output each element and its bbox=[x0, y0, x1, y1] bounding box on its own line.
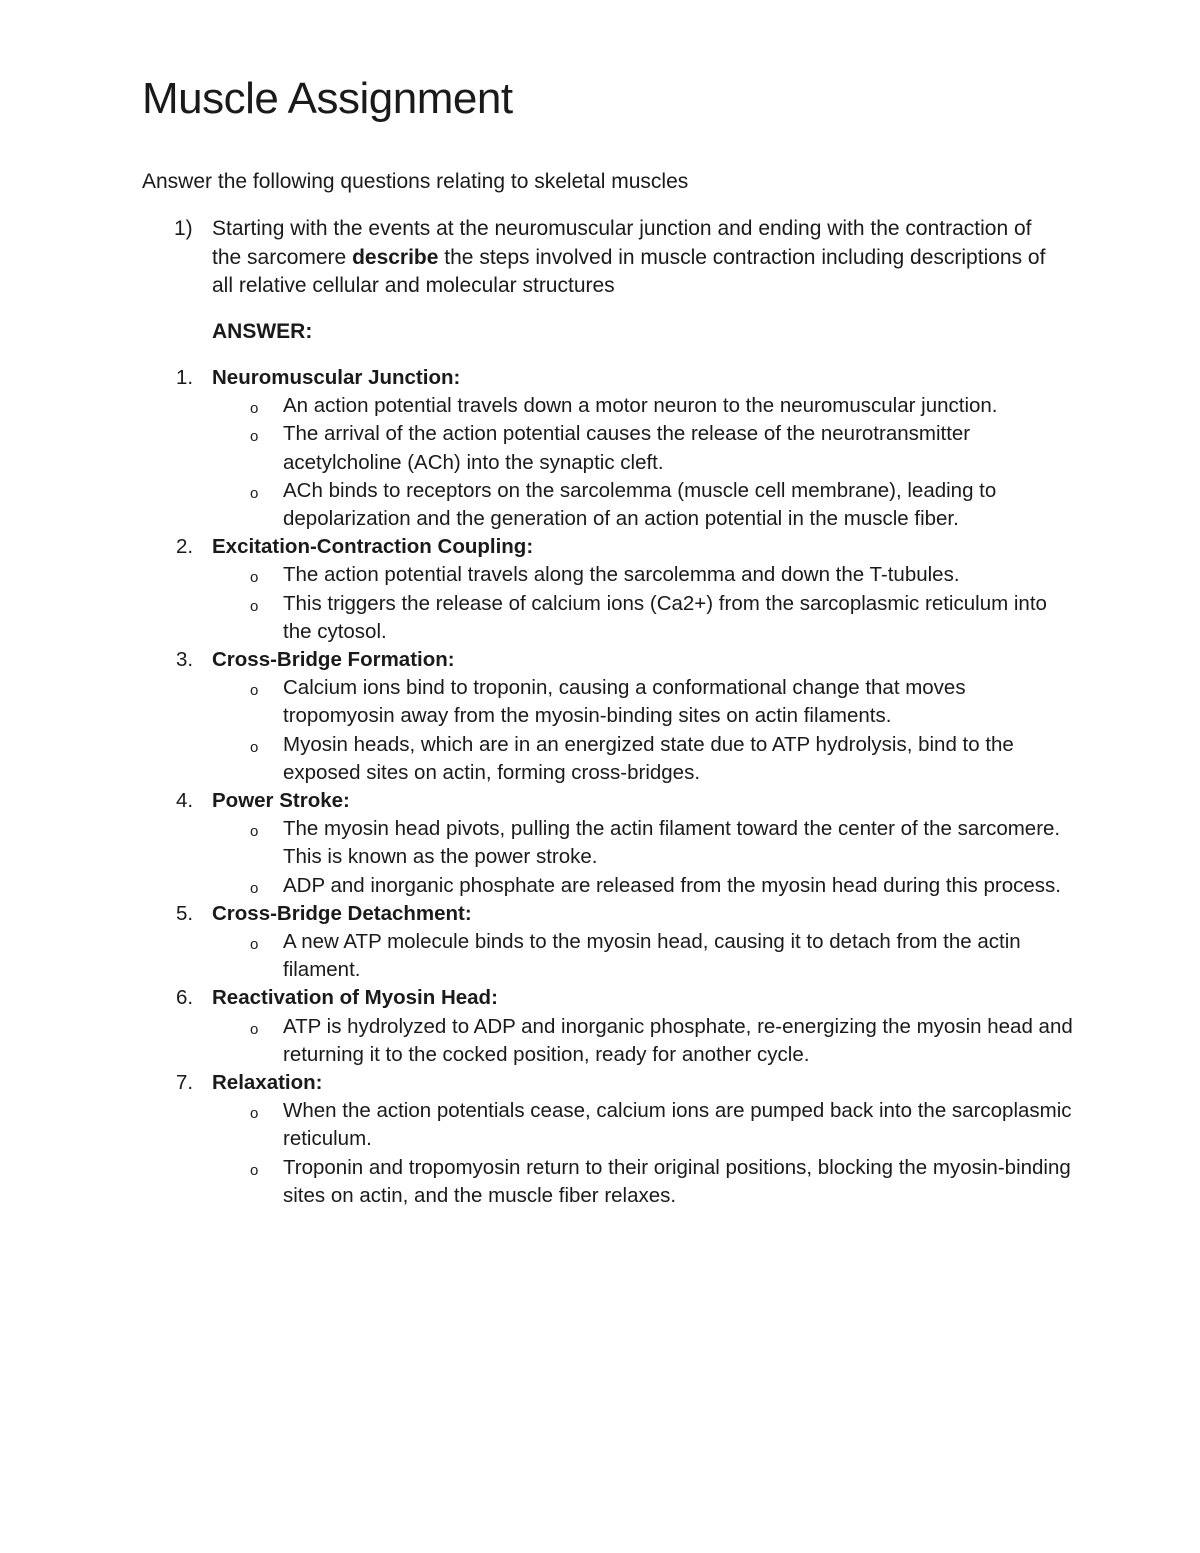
answer-steps-list bbox=[176, 364, 1076, 1210]
bullet-circle-icon: o bbox=[250, 569, 259, 587]
bullet-circle-icon: o bbox=[250, 400, 259, 418]
step-title: Neuromuscular Junction: bbox=[212, 366, 461, 389]
bullet-text: Calcium ions bind to troponin, causing a conformational change that moves tropomyosin away from the myosin-binding sites on actin filaments. bbox=[283, 676, 966, 728]
bullet-text: Troponin and tropomyosin return to their original positions, blocking the myosin-binding sites on actin, and the muscle fiber relaxes. bbox=[283, 1155, 1071, 1207]
bullet-circle-icon: o bbox=[250, 1105, 259, 1123]
bullet-circle-icon: o bbox=[250, 682, 259, 700]
answer-step bbox=[176, 787, 1076, 900]
step-bullets bbox=[212, 392, 1076, 533]
bullet-item bbox=[212, 731, 1076, 787]
question-1 bbox=[174, 215, 1054, 301]
answer-step bbox=[176, 984, 1076, 1069]
answer-label: ANSWER: bbox=[212, 320, 313, 343]
bullet-item bbox=[212, 1154, 1076, 1210]
bullet-text: When the action potentials cease, calcium ions are pumped back into the sarcoplasmic reticulum. bbox=[283, 1099, 1072, 1151]
bullet-text: A new ATP molecule binds to the myosin head, causing it to detach from the actin filament. bbox=[283, 930, 1021, 982]
bullet-item bbox=[212, 1097, 1076, 1153]
bullet-circle-icon: o bbox=[250, 879, 259, 897]
step-title: Power Stroke: bbox=[212, 789, 350, 813]
bullet-item bbox=[212, 420, 1076, 476]
bullet-text: An action potential travels down a motor neuron to the neuromuscular junction. bbox=[283, 394, 998, 418]
bullet-item bbox=[212, 674, 1076, 730]
bullet-item bbox=[212, 590, 1076, 646]
bullet-circle-icon: o bbox=[250, 738, 259, 756]
bullet-text: ACh binds to receptors on the sarcolemma (muscle cell membrane), leading to depolarization and the generation of an action potential in the muscle fiber. bbox=[283, 478, 997, 531]
step-number: 3. bbox=[176, 648, 194, 672]
bullet-item bbox=[212, 872, 1076, 900]
bullet-circle-icon: o bbox=[250, 1020, 259, 1038]
bullet-circle-icon: o bbox=[250, 484, 259, 502]
bullet-text: The arrival of the action potential causes the release of the neurotransmitter acetylcholine (ACh) into the synaptic cleft. bbox=[283, 422, 971, 474]
question-text-bold: describe bbox=[352, 245, 439, 269]
step-number: 5. bbox=[176, 901, 194, 925]
bullet-text: ADP and inorganic phosphate are released from the myosin head during this process. bbox=[283, 873, 1061, 897]
step-number: 7. bbox=[176, 1071, 194, 1095]
bullet-circle-icon: o bbox=[250, 1161, 259, 1179]
bullet-text: This triggers the release of calcium ions (Ca2+) from the sarcoplasmic reticulum into the cytosol. bbox=[283, 591, 1047, 643]
question-text-after: the steps involved in muscle contraction including descriptions of all relative cellular and molecular structures bbox=[212, 245, 1046, 297]
intro-text: Answer the following questions relating to skeletal muscles bbox=[142, 170, 689, 193]
step-bullets bbox=[212, 1097, 1076, 1210]
step-title: Relaxation: bbox=[212, 1071, 323, 1095]
answer-step bbox=[176, 533, 1076, 646]
answer-step bbox=[176, 364, 1076, 533]
bullet-item bbox=[212, 477, 1076, 533]
answer-step bbox=[176, 646, 1076, 787]
bullet-item bbox=[212, 392, 1076, 420]
step-bullets bbox=[212, 815, 1076, 900]
step-title: Excitation-Contraction Coupling: bbox=[212, 535, 534, 559]
bullet-item bbox=[212, 928, 1076, 984]
step-number: 1. bbox=[176, 366, 194, 389]
bullet-text: Myosin heads, which are in an energized state due to ATP hydrolysis, bind to the exposed sites on actin, forming cross-bridges. bbox=[283, 732, 1014, 784]
question-text bbox=[212, 215, 1054, 301]
step-bullets bbox=[212, 561, 1076, 646]
bullet-text: The myosin head pivots, pulling the actin filament toward the center of the sarcomere. This is known as the power stroke. bbox=[283, 817, 1061, 869]
bullet-circle-icon: o bbox=[250, 936, 259, 954]
step-title: Reactivation of Myosin Head: bbox=[212, 986, 498, 1010]
bullet-circle-icon: o bbox=[250, 428, 259, 446]
answer-step bbox=[176, 900, 1076, 985]
step-number: 4. bbox=[176, 789, 194, 813]
step-number: 6. bbox=[176, 986, 194, 1010]
bullet-text: The action potential travels along the sarcolemma and down the T-tubules. bbox=[283, 563, 960, 587]
bullet-circle-icon: o bbox=[250, 823, 259, 841]
bullet-item bbox=[212, 815, 1076, 871]
answer-step bbox=[176, 1069, 1076, 1210]
document-title: Muscle Assignment bbox=[142, 74, 513, 123]
bullet-circle-icon: o bbox=[250, 597, 259, 615]
step-bullets bbox=[212, 928, 1076, 984]
bullet-item bbox=[212, 1013, 1076, 1069]
step-title: Cross-Bridge Formation: bbox=[212, 648, 455, 672]
bullet-text: ATP is hydrolyzed to ADP and inorganic phosphate, re-energizing the myosin head and returning it to the cocked position, ready for another cycle. bbox=[283, 1014, 1073, 1066]
step-bullets bbox=[212, 674, 1076, 787]
step-bullets bbox=[212, 1013, 1076, 1069]
bullet-item bbox=[212, 561, 1076, 589]
step-title: Cross-Bridge Detachment: bbox=[212, 901, 472, 925]
step-number: 2. bbox=[176, 535, 194, 559]
question-text-before: Starting with the events at the neuromuscular junction and ending with the contraction of the sarcomere bbox=[212, 217, 1032, 269]
question-number: 1) bbox=[174, 217, 193, 240]
